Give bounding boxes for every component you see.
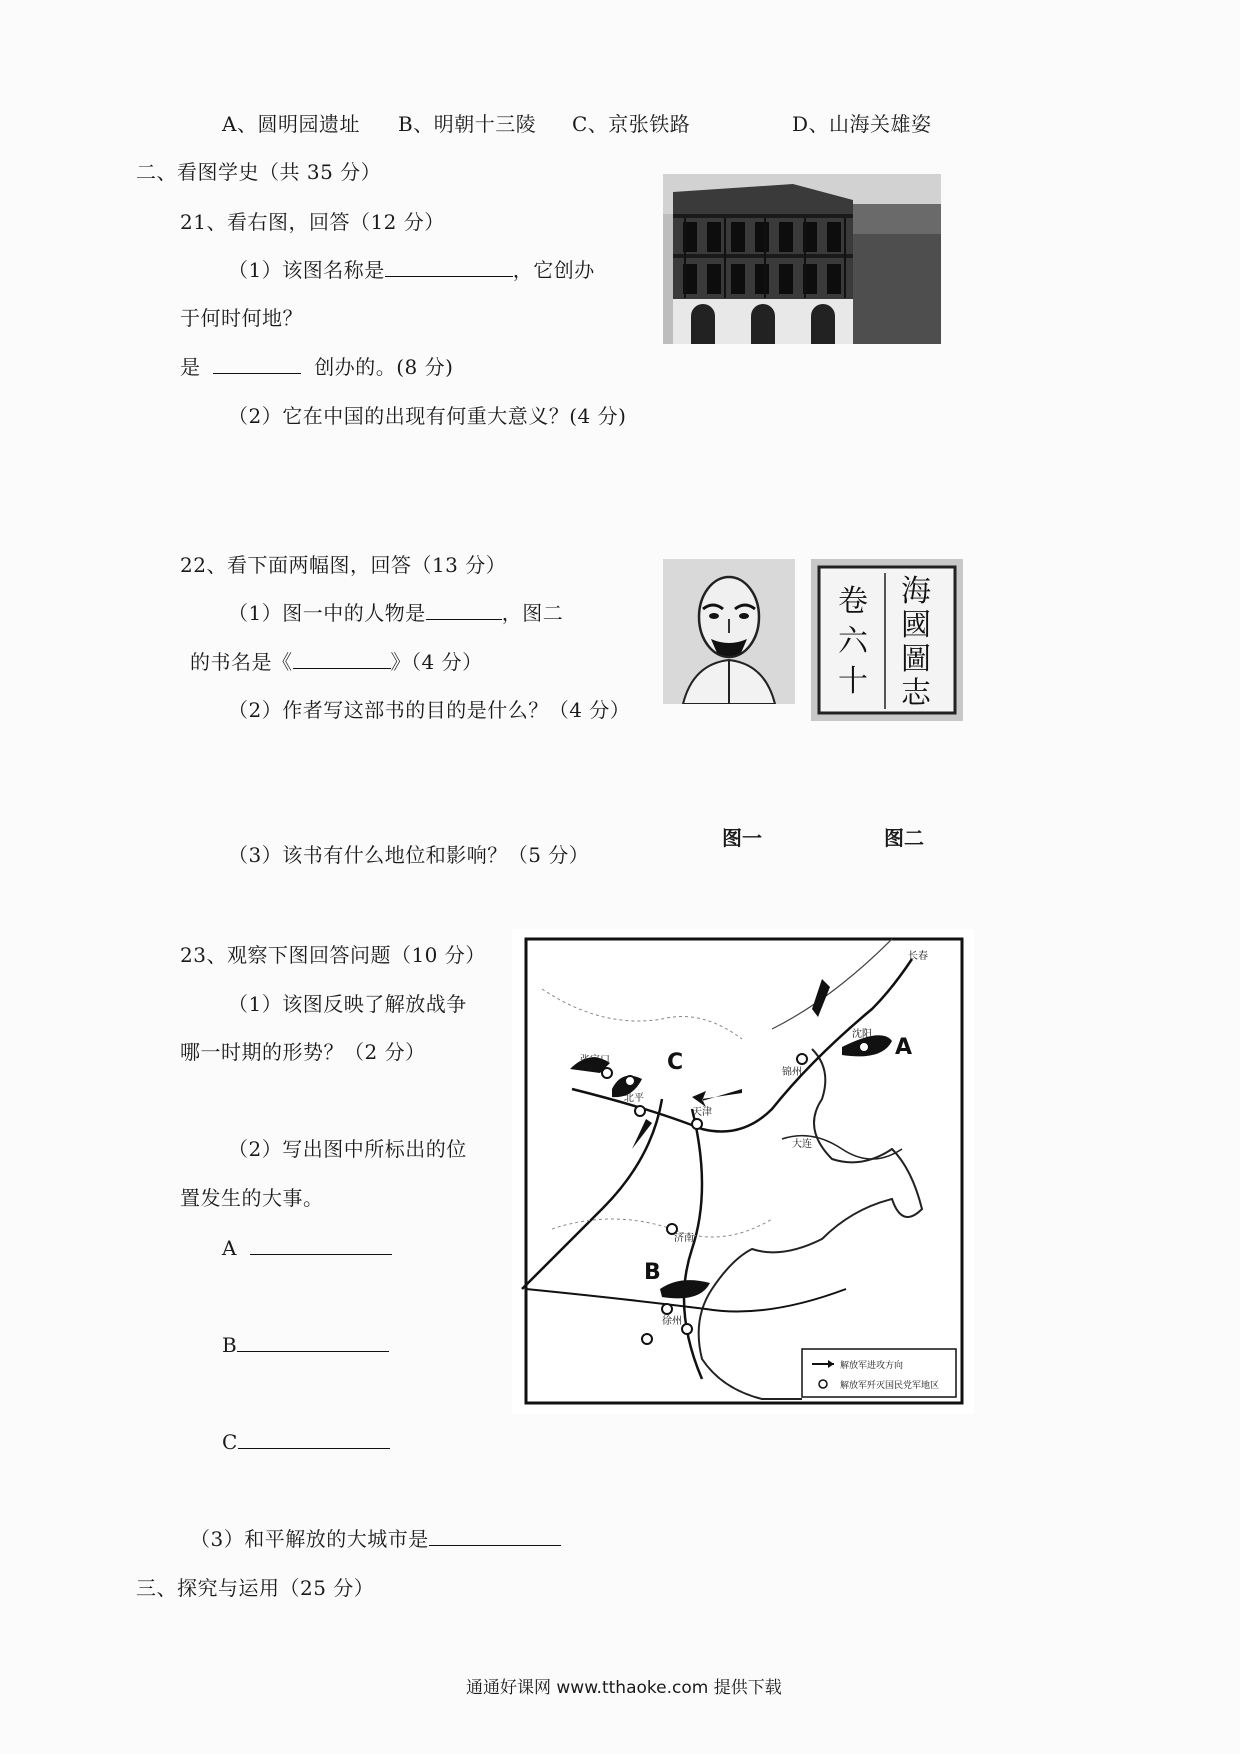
map-label-c: C <box>667 1050 684 1075</box>
q23-title: 23、观察下图回答问题（10 分） <box>180 943 486 967</box>
section2-heading: 二、看图学史（共 35 分） <box>136 160 382 184</box>
answer-c-blank[interactable] <box>238 1430 390 1449</box>
q22-book-blank[interactable] <box>293 650 391 669</box>
q23-part2-line2: 置发生的大事。 <box>180 1186 324 1210</box>
map-city-tianjin: 天津 <box>692 1107 712 1118</box>
book-title-char-1: 海 <box>901 574 931 609</box>
option-a: A、圆明园遗址 <box>222 112 360 136</box>
q22-part1 <box>228 601 563 625</box>
q23-p3-text: （3）和平解放的大城市是 <box>190 1527 429 1551</box>
q21-part1-line3 <box>180 355 453 379</box>
option-d: D、山海关雄姿 <box>792 112 932 136</box>
map-label-a: A <box>895 1035 913 1060</box>
q22-p1-book: 的书名是《 <box>190 650 293 674</box>
q23-part3 <box>190 1527 561 1551</box>
book-title-char-4: 志 <box>901 676 931 711</box>
q23-answer-c <box>222 1430 390 1454</box>
book-title-char-3: 圖 <box>901 642 931 677</box>
q21-p1-text: （1）该图名称是 <box>228 258 385 282</box>
map-city-jinzhou: 锦州 <box>782 1067 802 1078</box>
map-city-xuzhou: 徐州 <box>662 1316 682 1327</box>
map-city-changchun: 长春 <box>908 951 928 962</box>
q22-part3: （3）该书有什么地位和影响？（5 分） <box>228 843 590 867</box>
liberation-war-map <box>512 929 974 1414</box>
q21-p1-end: 创办的。(8 分) <box>314 355 454 379</box>
answer-a-blank[interactable] <box>250 1236 392 1255</box>
q22-p1-text: （1）图一中的人物是 <box>228 601 426 625</box>
book-vol-char-3: 十 <box>838 664 868 699</box>
q21-p1-cont: 于何时何地？ <box>180 306 303 330</box>
map-city-jinan: 济南 <box>674 1233 694 1244</box>
map-city-dalian: 大连 <box>792 1139 812 1150</box>
map-city-shenyang: 沈阳 <box>852 1029 872 1040</box>
figure1-caption: 图一 <box>722 826 762 850</box>
q22-part2: （2）作者写这部书的目的是什么？（4 分） <box>228 698 631 722</box>
option-b: B、明朝十三陵 <box>398 112 537 136</box>
q21-p1-text2: ，它创办 <box>512 258 595 282</box>
q22-part1-line2 <box>190 650 483 674</box>
answer-a-label: A <box>222 1236 237 1260</box>
book-title-char-2: 國 <box>901 608 931 643</box>
legend-circle-text: 解放军歼灭国民党军地区 <box>840 1381 940 1391</box>
q22-title: 22、看下面两幅图，回答（13 分） <box>180 553 507 577</box>
q23-answer-a <box>222 1236 392 1260</box>
q23-part1-line1: （1）该图反映了解放战争 <box>228 992 467 1016</box>
q22-p1-text2: ，图二 <box>501 601 564 625</box>
book-vol-char-2: 六 <box>838 624 868 659</box>
figure2-caption: 图二 <box>884 826 924 850</box>
map-city-beiping: 北平 <box>624 1093 644 1104</box>
portrait-figure <box>663 559 795 704</box>
answer-b-blank[interactable] <box>237 1333 389 1352</box>
q23-part2-line1: （2）写出图中所标出的位 <box>228 1137 467 1161</box>
book-cover-figure <box>811 559 963 721</box>
section3-heading: 三、探究与运用（25 分） <box>136 1576 375 1600</box>
building-photo <box>663 174 941 344</box>
q21-answer-name-blank[interactable] <box>385 258 513 277</box>
answer-c-label: C <box>222 1430 238 1454</box>
q22-p1-end: 》（4 分） <box>390 650 483 674</box>
page-footer: 通通好课网 www.tthaoke.com 提供下载 <box>466 1678 782 1698</box>
q21-p1-shi: 是 <box>180 355 201 379</box>
option-c: C、京张铁路 <box>572 112 691 136</box>
q21-part2: （2）它在中国的出现有何重大意义？(4 分) <box>228 404 627 428</box>
q21-answer-when-blank[interactable] <box>213 355 301 374</box>
q21-title: 21、看右图，回答（12 分） <box>180 210 445 234</box>
map-city-zjk: 张家口 <box>580 1055 610 1066</box>
q23-part1-line2: 哪一时期的形势？（2 分） <box>180 1040 426 1064</box>
q23-answer-b <box>222 1333 389 1357</box>
q22-person-blank[interactable] <box>426 601 502 620</box>
book-vol-char-1: 卷 <box>838 584 868 619</box>
q21-part1 <box>228 258 595 282</box>
q23-city-blank[interactable] <box>429 1527 561 1546</box>
answer-b-label: B <box>222 1333 238 1357</box>
map-label-b: B <box>644 1260 661 1285</box>
legend-arrow-text: 解放军进攻方向 <box>840 1361 904 1371</box>
